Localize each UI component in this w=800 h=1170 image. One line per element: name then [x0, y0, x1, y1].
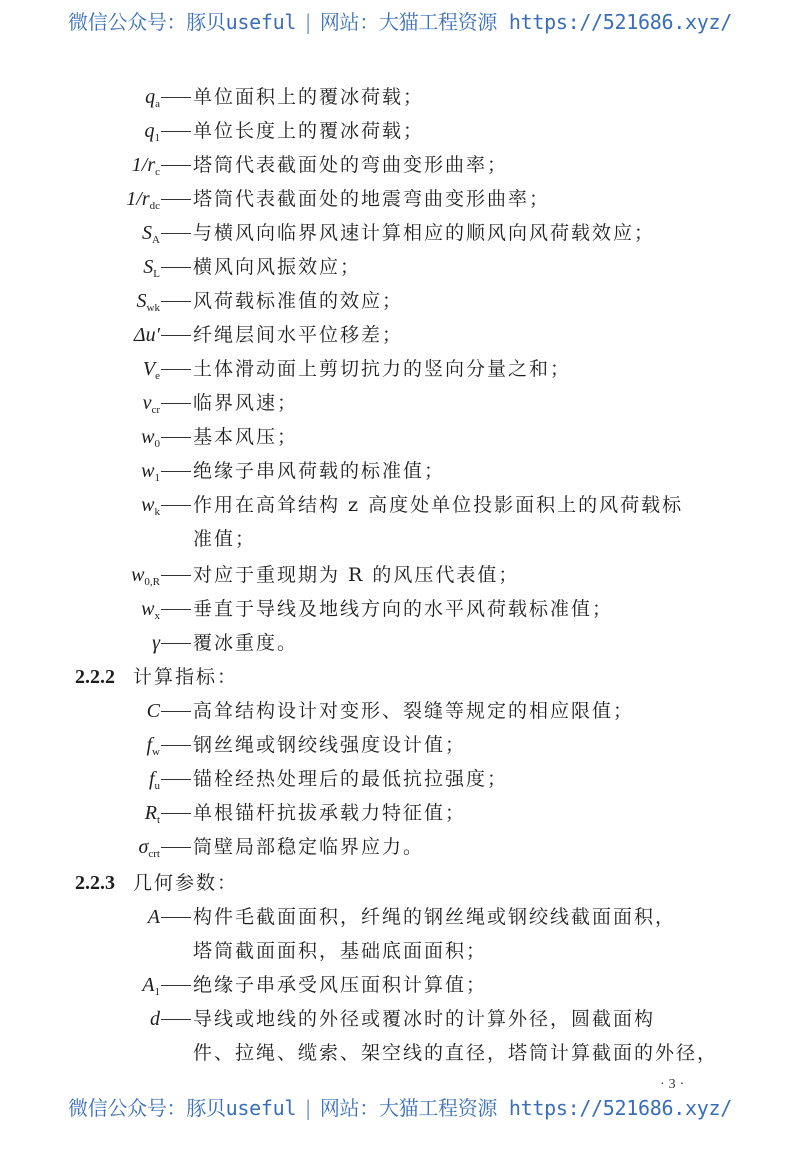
- symbol-row: [0, 216, 800, 250]
- em-dash: [161, 745, 191, 746]
- symbol-description: 塔筒代表截面处的弯曲变形曲率；: [193, 154, 509, 176]
- symbol-description: 绝缘子串风荷载的标准值；: [193, 460, 446, 482]
- symbol-description: 绝缘子串承受风压面积计算值；: [193, 974, 488, 996]
- symbol: $S_A$: [142, 222, 160, 246]
- em-dash: [161, 403, 191, 404]
- symbol: $f_w$: [146, 734, 160, 758]
- em-dash: [161, 1019, 191, 1020]
- symbol-row: [0, 694, 800, 728]
- symbol-row: [0, 318, 800, 352]
- symbol: $q_1$: [144, 120, 160, 144]
- symbol-description: 单位长度上的覆冰荷载；: [193, 120, 425, 142]
- symbol-description: 构件毛截面面积，纤绳的钢丝绳或钢绞线截面面积，: [193, 906, 677, 928]
- symbol-description: 单位面积上的覆冰荷载；: [193, 86, 425, 108]
- symbol: $S_L$: [143, 256, 160, 280]
- symbol-description: 临界风速；: [193, 392, 299, 414]
- symbol-description: 作用在高耸结构 z 高度处单位投影面积上的风荷载标: [193, 494, 684, 516]
- symbol-row: [0, 386, 800, 420]
- em-dash: [161, 335, 191, 336]
- symbol-row: [0, 114, 800, 148]
- section-heading-2-2-3: [75, 866, 238, 900]
- em-dash: [161, 369, 191, 370]
- symbol: $q_a$: [145, 86, 160, 110]
- em-dash: [161, 97, 191, 98]
- symbol-row: [0, 488, 800, 522]
- symbol-row: [0, 80, 800, 114]
- em-dash: [161, 643, 191, 644]
- symbol-row: [0, 250, 800, 284]
- symbol-description: 筒壁局部稳定临界应力。: [193, 836, 425, 858]
- symbol: $1/r_c$: [131, 154, 160, 178]
- symbol-row: [0, 420, 800, 454]
- symbol: $R_t$: [144, 802, 160, 826]
- symbol: $v_{cr}$: [142, 392, 160, 416]
- watermark-left: 微信公众号：豚贝useful: [68, 10, 297, 34]
- em-dash: [161, 711, 191, 712]
- em-dash: [161, 505, 191, 506]
- symbol: $A_1$: [142, 974, 160, 998]
- symbol-row: [0, 148, 800, 182]
- symbol-row: [0, 626, 800, 660]
- continuation-row: [0, 934, 800, 968]
- em-dash: [161, 609, 191, 610]
- section-title: 几何参数：: [133, 872, 239, 894]
- em-dash: [161, 575, 191, 576]
- symbol-description: 钢丝绳或钢绞线强度设计值；: [193, 734, 467, 756]
- symbol: $w_k$: [141, 494, 160, 518]
- symbol-description: 基本风压；: [193, 426, 299, 448]
- em-dash: [161, 267, 191, 268]
- watermark-separator: |: [302, 10, 314, 34]
- em-dash: [161, 199, 191, 200]
- symbol: $w_x$: [141, 598, 160, 622]
- watermark-right: 网站：大猫工程资源 https://521686.xyz/: [319, 1096, 732, 1120]
- section-number: 2.2.2: [75, 666, 115, 688]
- symbol-row: [0, 1002, 800, 1036]
- em-dash: [161, 471, 191, 472]
- symbol-description: 高耸结构设计对变形、裂缝等规定的相应限值；: [193, 700, 635, 722]
- symbol: $\sigma_{crt}$: [138, 836, 160, 860]
- symbol-row: [0, 900, 800, 934]
- symbol: $V_e$: [142, 358, 160, 382]
- em-dash: [161, 301, 191, 302]
- page-number: ·3·: [660, 1077, 689, 1092]
- symbol-row: [0, 968, 800, 1002]
- symbol: d: [150, 1008, 160, 1030]
- em-dash: [161, 985, 191, 986]
- em-dash: [161, 779, 191, 780]
- em-dash: [161, 131, 191, 132]
- symbol-row: [0, 796, 800, 830]
- section-number: 2.2.3: [75, 872, 115, 894]
- symbol-description: 横风向风振效应；: [193, 256, 362, 278]
- symbol-description: 导线或地线的外径或覆冰时的计算外径，圆截面构: [193, 1008, 656, 1030]
- symbol-row: [0, 592, 800, 626]
- symbol: $w_1$: [141, 460, 160, 484]
- symbol-description: 风荷载标准值的效应；: [193, 290, 404, 312]
- symbol-description-continued: 塔筒截面面积，基础底面面积；: [193, 940, 488, 962]
- symbol: γ: [152, 632, 160, 654]
- watermark-separator: |: [302, 1096, 314, 1120]
- symbol-row: [0, 284, 800, 318]
- symbol: $f_u$: [148, 768, 160, 792]
- symbol-description: 土体滑动面上剪切抗力的竖向分量之和；: [193, 358, 572, 380]
- symbol: Δu′: [133, 324, 160, 346]
- symbol-description: 垂直于导线及地线方向的水平风荷载标准值；: [193, 598, 614, 620]
- symbol: $w_0$: [141, 426, 160, 450]
- section-title: 计算指标：: [133, 666, 239, 688]
- symbol-row: [0, 182, 800, 216]
- em-dash: [161, 813, 191, 814]
- continuation-row: [0, 1036, 800, 1070]
- symbol-description: 对应于重现期为 R 的风压代表值；: [193, 564, 520, 586]
- symbol-description: 单根锚杆抗拔承载力特征值；: [193, 802, 467, 824]
- symbol-description-continued: 准值；: [193, 528, 257, 550]
- em-dash: [161, 917, 191, 918]
- watermark-top: [0, 6, 800, 35]
- symbol-description: 覆冰重度。: [193, 632, 299, 654]
- symbol-description: 塔筒代表截面处的地震弯曲变形曲率；: [193, 188, 551, 210]
- symbol-row: [0, 728, 800, 762]
- continuation-row: [0, 522, 800, 556]
- symbol: $S_{wk}$: [136, 290, 160, 314]
- symbol-row: [0, 762, 800, 796]
- symbol-description: 锚栓经热处理后的最低抗拉强度；: [193, 768, 509, 790]
- em-dash: [161, 233, 191, 234]
- symbol: $1/r_{dc}$: [126, 188, 160, 212]
- em-dash: [161, 165, 191, 166]
- em-dash: [161, 437, 191, 438]
- symbol-row: [0, 454, 800, 488]
- symbol-description-continued: 件、拉绳、缆索、架空线的直径，塔筒计算截面的外径，: [193, 1042, 719, 1064]
- section-heading-2-2-2: [75, 660, 238, 694]
- symbol: $w_{0,R}$: [131, 564, 160, 588]
- watermark-right: 网站：大猫工程资源 https://521686.xyz/: [319, 10, 732, 34]
- symbol-description: 纤绳层间水平位移差；: [193, 324, 404, 346]
- symbol-row: [0, 558, 800, 592]
- symbol: C: [146, 700, 160, 722]
- symbol: A: [147, 906, 160, 928]
- watermark-bottom: [0, 1092, 800, 1121]
- symbol-row: [0, 830, 800, 864]
- watermark-left: 微信公众号：豚贝useful: [68, 1096, 297, 1120]
- em-dash: [161, 847, 191, 848]
- symbol-description: 与横风向临界风速计算相应的顺风向风荷载效应；: [193, 222, 656, 244]
- symbol-row: [0, 352, 800, 386]
